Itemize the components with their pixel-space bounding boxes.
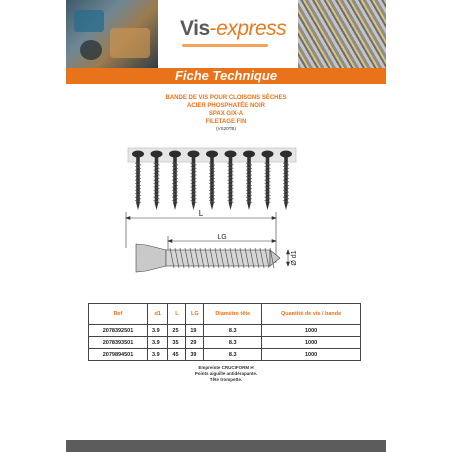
product-line-2: ACIER PHOSPHATÉE NOIR: [187, 103, 265, 109]
specs-table: [88, 303, 361, 361]
table-header-row: [89, 304, 361, 325]
brand-logo: [180, 17, 286, 41]
table-row: [89, 325, 361, 337]
screw-side-view: [136, 244, 280, 272]
col-header-quantity: Quantité de vis / bande: [262, 304, 361, 325]
dimension-d1: [287, 250, 290, 266]
cell-quantity: 1000: [262, 325, 361, 337]
table-row: [89, 337, 361, 349]
cell-quantity: 1000: [262, 349, 361, 361]
product-line-3: SPAX GIX-A: [208, 111, 244, 117]
cell-LG: 39: [186, 349, 204, 361]
cell-ref: 2079894501: [89, 349, 148, 361]
note-line: Tête trompette.: [209, 377, 243, 382]
product-notes: [66, 365, 386, 383]
product-line-1: BANDE DE VIS POUR CLOISONS SÈCHES: [165, 95, 287, 101]
product-code: (VS20TB): [216, 126, 236, 131]
cell-d1: 3.9: [148, 325, 168, 337]
logo-swoosh: [182, 44, 268, 47]
label-LG: LG: [217, 234, 227, 241]
logo-area: [158, 0, 298, 68]
sheet-title: Fiche Technique: [66, 68, 386, 84]
cell-d1: 3.9: [148, 337, 168, 349]
col-header-d1: d1: [148, 304, 168, 325]
cell-L: 35: [168, 337, 186, 349]
cell-ref: 2078393501: [89, 337, 148, 349]
col-header-ref: Ref: [89, 304, 148, 325]
technical-sheet: [66, 0, 386, 452]
note-line: Empreinte CRUCIFORM H: [198, 365, 254, 370]
header-photo-tools: [66, 0, 158, 68]
cell-LG: 19: [186, 325, 204, 337]
label-L: L: [198, 209, 204, 218]
product-line-4: FILETAGE FIN: [205, 119, 247, 125]
cell-d1: 3.9: [148, 349, 168, 361]
cell-head-diameter: 8.3: [204, 349, 262, 361]
cell-head-diameter: 8.3: [204, 337, 262, 349]
screw-drawing: [66, 138, 386, 298]
col-header-L: L: [168, 304, 186, 325]
header-photo-screws: [298, 0, 386, 68]
header: [66, 0, 386, 68]
col-header-head-diameter: Diamètre tête: [204, 304, 262, 325]
cell-L: 45: [168, 349, 186, 361]
cell-head-diameter: 8.3: [204, 325, 262, 337]
cell-ref: 2078392501: [89, 325, 148, 337]
col-header-LG: LG: [186, 304, 204, 325]
cell-quantity: 1000: [262, 337, 361, 349]
note-line: Points aiguille antidérapante.: [194, 371, 258, 376]
brand-name-part1: Vis: [180, 17, 210, 40]
table-row: [89, 349, 361, 361]
brand-name-part2: express: [216, 17, 287, 40]
label-d1: Ø d1: [291, 250, 298, 266]
cell-L: 25: [168, 325, 186, 337]
footer-bar: [66, 440, 386, 452]
brand-name-dash: -: [209, 17, 217, 40]
cell-LG: 29: [186, 337, 204, 349]
screw-strip: [128, 148, 296, 210]
